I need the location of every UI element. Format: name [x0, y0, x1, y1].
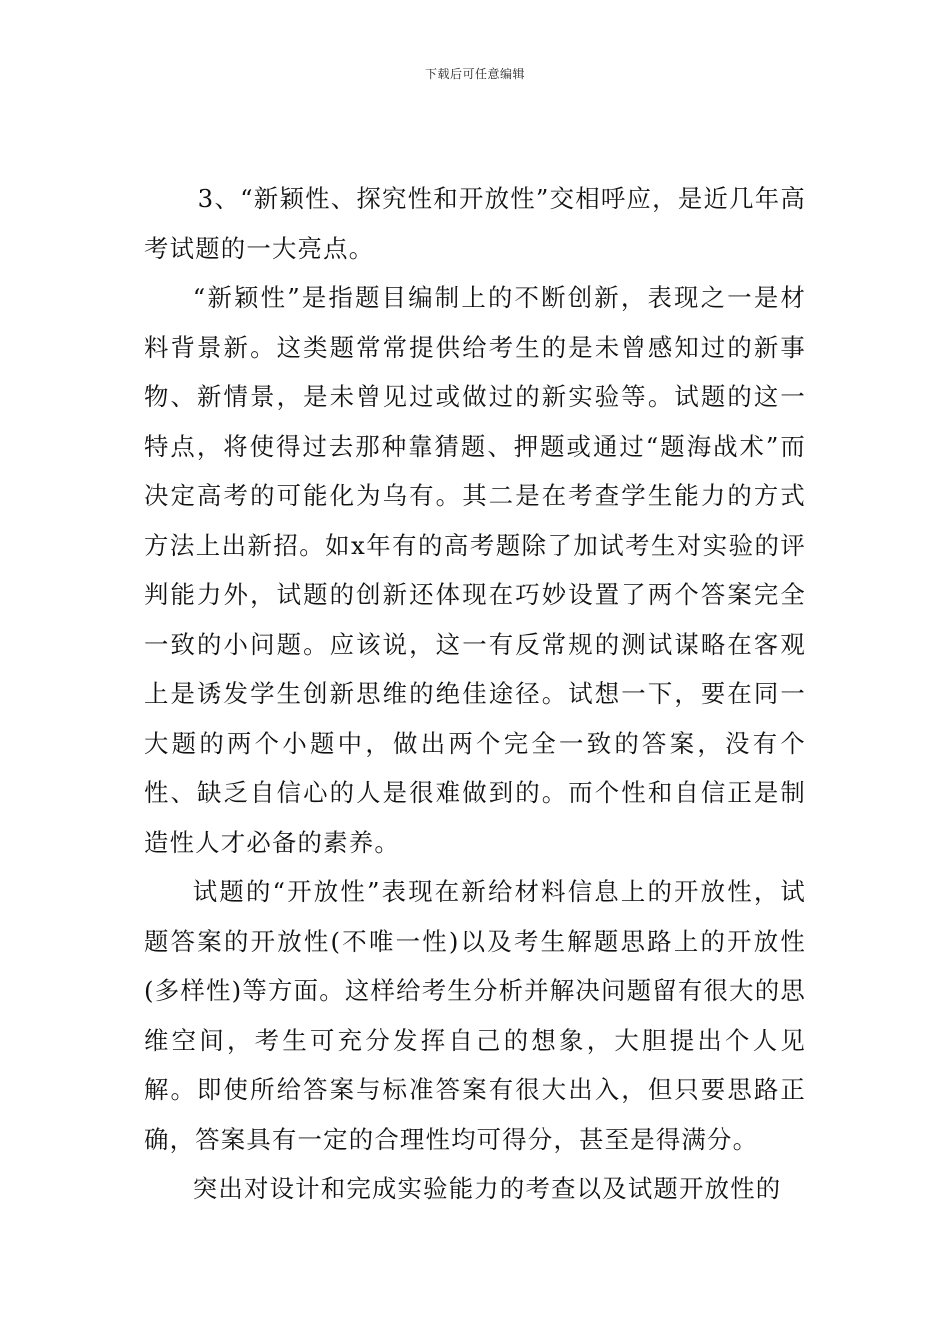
paragraph-novelty-intro: 3、“新颖性、探究性和开放性”交相呼应，是近几年高考试题的一大亮点。 — [144, 184, 806, 263]
paragraph-novelty: “新颖性”是指题目编制上的不断创新，表现之一是材料背景新。这类题常常提供给考生的是未曾感知过的新事物、新情景，是未曾见过或做过的新实验等。试题的这一特点，将使得过去那种靠猜题、押题或通过“题海战术”而决定高考的可能化为乌有。其二是在考查学生能力的方式方法上出新招。如x年有的高考题除了加试考生对实验的评判能力外，试题的创新还体现在巧妙设置了两个答案完全一致的小问题。应该说，这一有反常规的测试谋略在客观上是诱发学生创新思维的绝佳途径。试想一下，要在同一大题的两个小题中，做出两个完全一致的答案，没有个性、缺乏自信心的人是很难做到的。而个性和自信正是制造性人才必备的素养。 — [144, 283, 806, 857]
page-header: 下载后可任意编辑 — [424, 67, 525, 81]
document-body — [144, 174, 806, 1214]
paragraph-experiment: 突出对设计和完成实验能力的考查以及试题开放性的 — [192, 1174, 782, 1203]
paragraph-openness: 试题的“开放性”表现在新给材料信息上的开放性，试题答案的开放性(不唯一性)以及考生解题思路上的开放性(多样性)等方面。这样给考生分析并解决问题留有很大的思维空间，考生可充分发挥自己的想象，大胆提出个人见解。即使所给答案与标准答案有很大出入，但只要思路正确，答案具有一定的合理性均可得分，甚至是得满分。 — [144, 877, 806, 1154]
